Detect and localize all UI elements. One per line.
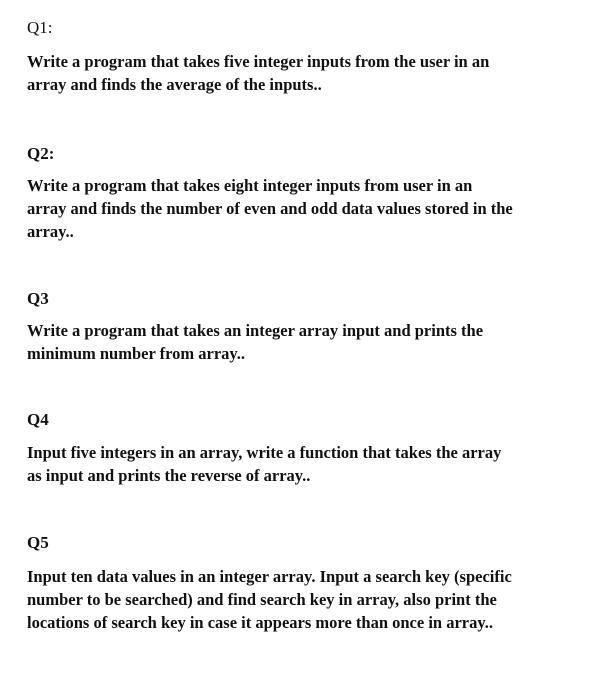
question-1-line: array and finds the average of the inputs.. — [27, 75, 322, 94]
question-1-line: Write a program that takes five integer inputs from the user in an — [27, 52, 490, 71]
question-4-label: Q4 — [27, 410, 49, 429]
question-5-line: Input ten data values in an integer array. Input a search key (specific — [27, 567, 512, 586]
question-3-line: minimum number from array.. — [27, 344, 246, 363]
question-2-line: array.. — [27, 222, 74, 241]
question-3-label: Q3 — [27, 289, 49, 308]
question-1-label: Q1: — [27, 18, 53, 37]
question-4-line: Input five integers in an array, write a function that takes the array — [27, 443, 502, 462]
question-3-text — [27, 319, 587, 365]
question-4-line: as input and prints the reverse of array.. — [27, 466, 311, 485]
question-2-label: Q2: — [27, 144, 55, 163]
question-1-text — [27, 50, 587, 96]
question-5-text — [27, 565, 587, 634]
question-5-line: number to be searched) and find search key in array, also print the — [27, 590, 497, 609]
question-3-line: Write a program that takes an integer array input and prints the — [27, 321, 484, 340]
question-2-line: Write a program that takes eight integer inputs from user in an — [27, 176, 473, 195]
question-2-line: array and finds the number of even and odd data values stored in the — [27, 199, 513, 218]
question-4-text — [27, 441, 587, 487]
question-5-line: locations of search key in case it appears more than once in array.. — [27, 613, 493, 632]
question-5-label: Q5 — [27, 533, 49, 552]
question-2-text — [27, 174, 587, 243]
